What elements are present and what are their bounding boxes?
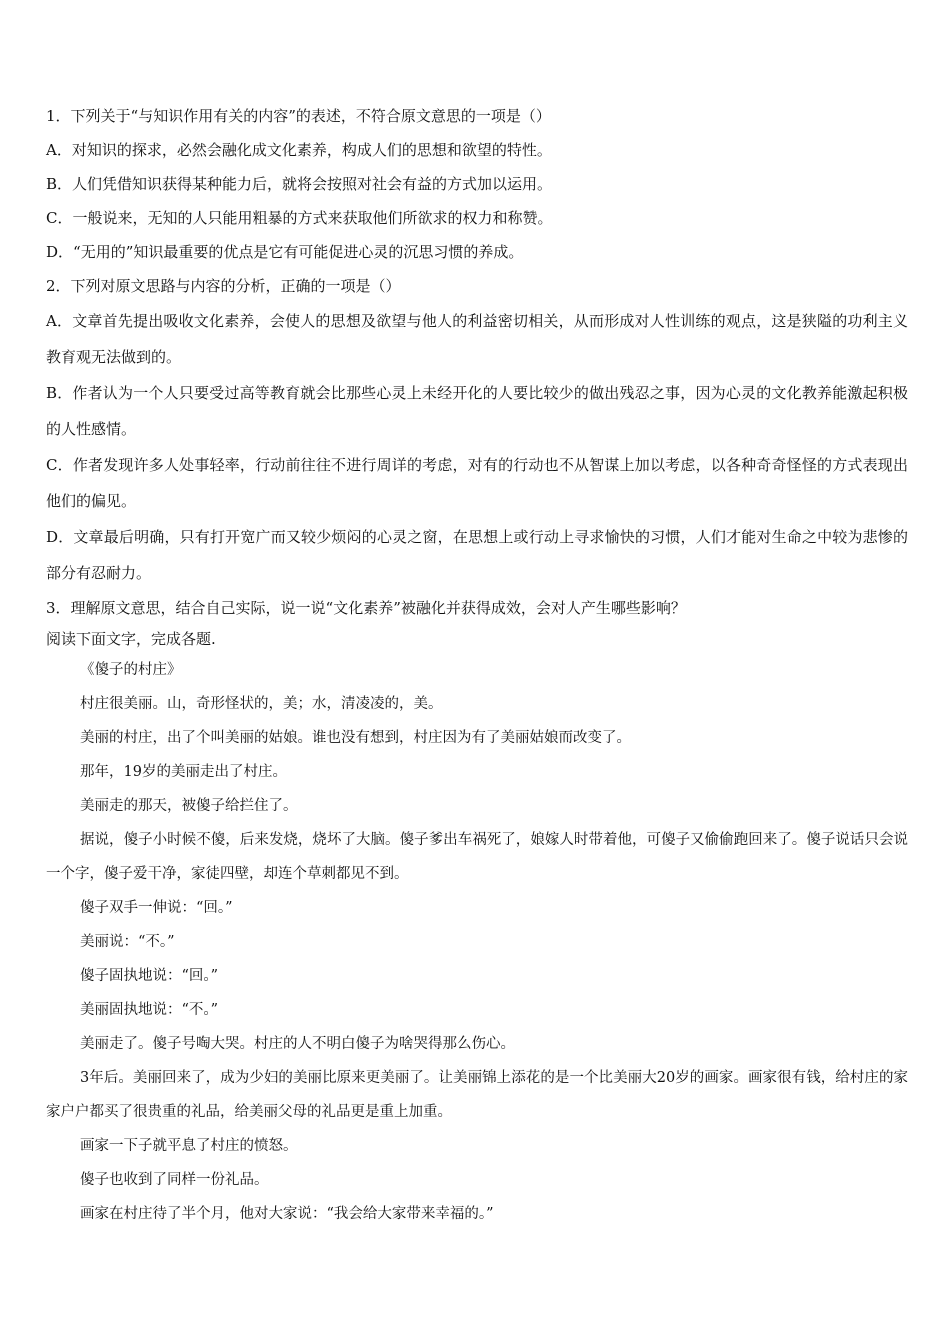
- reading-prompt: 阅读下面文字，完成各题.: [46, 630, 216, 648]
- question-1-option-d: D．“无用的”知识最重要的优点是它有可能促进心灵的沉思习惯的养成。: [46, 243, 524, 261]
- story-paragraph: 美丽说：“不。”: [80, 934, 175, 950]
- story-paragraph: 傻子也收到了同样一份礼品。: [80, 1172, 269, 1188]
- story-paragraph: 傻子双手一伸说：“回。”: [80, 900, 233, 916]
- story-paragraph: 据说，傻子小时候不傻，后来发烧，烧坏了大脑。傻子爹出车祸死了，娘嫁人时带着他，可傻子又偷偷跑回来了。傻子说话只会说一个字，傻子爱干净，家徒四壁，却连个草刺都见不到。: [46, 832, 908, 882]
- story-paragraph: 傻子固执地说：“回。”: [80, 968, 219, 984]
- question-2-stem: 2．下列对原文思路与内容的分析，正确的一项是（）: [46, 277, 401, 295]
- question-2-option-d: D．文章最后明确，只有打开宽广而又较少烦闷的心灵之窗，在思想上或行动上寻求愉快的习惯，人们才能对生命之中较为悲惨的部分有忍耐力。: [46, 528, 908, 582]
- question-1-option-a: A．对知识的探求，必然会融化成文化素养，构成人们的思想和欲望的特性。: [46, 141, 552, 159]
- story-paragraph: 美丽的村庄，出了个叫美丽的姑娘。谁也没有想到，村庄因为有了美丽姑娘而改变了。: [80, 730, 631, 746]
- question-2-option-c: C．作者发现许多人处事轻率，行动前往往不进行周详的考虑，对有的行动也不从智谋上加以考虑，以各种奇奇怪怪的方式表现出他们的偏见。: [46, 456, 908, 510]
- question-2-option-a: A．文章首先提出吸收文化素养，会使人的思想及欲望与他人的利益密切相关，从而形成对人性训练的观点，这是狭隘的功利主义教育观无法做到的。: [46, 312, 908, 366]
- story-paragraph: 美丽走的那天，被傻子给拦住了。: [80, 798, 298, 814]
- story-title: 《傻子的村庄》: [80, 662, 182, 678]
- question-3-stem: 3．理解原文意思，结合自己实际，说一说“文化素养”被融化并获得成效，会对人产生哪些影响？: [46, 599, 686, 617]
- story-paragraph: 画家在村庄待了半个月，他对大家说：“我会给大家带来幸福的。”: [80, 1206, 494, 1222]
- document-content: [46, 99, 908, 1231]
- story-paragraph: 那年，19岁的美丽走出了村庄。: [80, 764, 287, 780]
- story-paragraph: 美丽走了。傻子号啕大哭。村庄的人不明白傻子为啥哭得那么伤心。: [80, 1036, 515, 1052]
- story-paragraph: 3年后。美丽回来了，成为少妇的美丽比原来更美丽了。让美丽锦上添花的是一个比美丽大20岁的画家。画家很有钱，给村庄的家家户户都买了很贵重的礼品，给美丽父母的礼品更是重上加重。: [46, 1070, 908, 1120]
- story-passage: [46, 653, 908, 1231]
- story-paragraph: 美丽固执地说：“不。”: [80, 1002, 219, 1018]
- question-1-stem: 1．下列关于“与知识作用有关的内容”的表述，不符合原文意思的一项是（）: [46, 107, 551, 125]
- question-2-option-b: B．作者认为一个人只要受过高等教育就会比那些心灵上未经开化的人要比较少的做出残忍之事，因为心灵的文化教养能激起积极的人性感情。: [46, 384, 908, 438]
- story-paragraph: 村庄很美丽。山，奇形怪状的，美；水，清凌凌的，美。: [80, 696, 443, 712]
- question-1-option-c: C．一般说来，无知的人只能用粗暴的方式来获取他们所欲求的权力和称赞。: [46, 209, 553, 227]
- question-1-option-b: B．人们凭借知识获得某种能力后，就将会按照对社会有益的方式加以运用。: [46, 175, 553, 193]
- story-paragraph: 画家一下子就平息了村庄的愤怒。: [80, 1138, 298, 1154]
